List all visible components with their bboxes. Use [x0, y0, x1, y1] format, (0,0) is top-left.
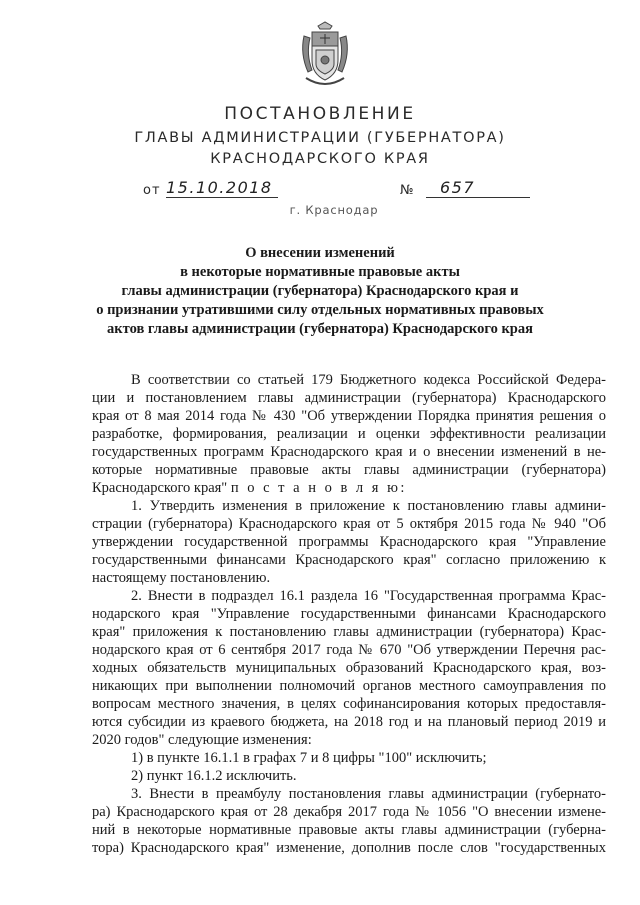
body-line: 1. Утвердить изменения в приложение к постановлению главы админи-: [131, 498, 606, 514]
number-label: №: [400, 183, 414, 198]
title-line: о признании утратившими силу отдельных нормативных правовых: [96, 302, 544, 318]
body-line: края" приложения к постановлению главы администрации (губернатора) Крас-: [92, 624, 606, 640]
body-line: утверждении государственной программы Краснодарского края "Управление: [92, 534, 606, 550]
body-line: 1) в пункте 16.1.1 в графах 7 и 8 цифры "100" исключить;: [131, 750, 487, 766]
body-line: ходных обязательств муниципальных образований Краснодарского края, воз-: [92, 660, 606, 676]
body-line: настоящему постановлению.: [92, 570, 271, 586]
issuer-heading: ГЛАВЫ АДМИНИСТРАЦИИ (ГУБЕРНАТОРА): [134, 130, 506, 146]
body-line: государственных программ Краснодарского края и о внесении изменений в не-: [92, 444, 606, 460]
region-heading: КРАСНОДАРСКОГО КРАЯ: [210, 151, 430, 167]
body-line: страции (губернатора) Краснодарского края от 5 октября 2015 года № 940 "Об: [92, 516, 606, 532]
body-line: 2) пункт 16.1.2 исключить.: [131, 768, 297, 784]
body-line: нодарского края от 6 сентября 2017 года № 670 "Об утверждении Перечня рас-: [92, 642, 606, 658]
body-line: тора) Краснодарского края" изменение, дополнив после слов "государственных: [92, 840, 606, 856]
body-line: ра) Краснодарского края от 28 декабря 2017 года № 1056 "О внесении измене-: [92, 804, 606, 820]
title-line: главы администрации (губернатора) Краснодарского края и: [121, 283, 519, 299]
body-line: 3. Внести в преамбулу постановления главы администрации (губернато-: [131, 786, 606, 802]
body-line: которые нормативные правовые акты главы администрации (губернатора): [92, 462, 606, 478]
body-line: ются субсидии из краевого бюджета, на 2018 год и на плановый период 2019 и: [92, 714, 606, 730]
coat-of-arms-icon: [298, 20, 352, 90]
preamble-end: Краснодарского края": [92, 480, 228, 496]
city-label: г. Краснодар: [289, 203, 379, 217]
body-line: [92, 479, 606, 497]
document-number: 657: [426, 178, 530, 198]
body-line: 2020 годов" следующие изменения:: [92, 732, 312, 748]
body-line: В соответствии со статьей 179 Бюджетного кодекса Российской Федера-: [131, 372, 606, 388]
title-line: в некоторые нормативные правовые акты: [180, 264, 460, 280]
document-date: 15.10.2018: [166, 178, 278, 198]
title-line: О внесении изменений: [245, 245, 395, 261]
date-prefix-label: от: [143, 183, 161, 198]
body-line: нодарского края "Управление государственными финансами Краснодарского: [92, 606, 606, 622]
body-line: края от 8 мая 2014 года № 430 "Об утверждении Порядка принятия решения о: [92, 408, 606, 424]
decree-word: п о с т а н о в л я ю:: [230, 480, 407, 496]
document-type-heading: ПОСТАНОВЛЕНИЕ: [224, 104, 416, 124]
body-line: ции и постановлением главы администрации (губернатора) Краснодарского: [92, 390, 606, 406]
title-line: актов главы администрации (губернатора) Краснодарского края: [107, 321, 533, 337]
body-line: разработке, формирования, реализации и оценки эффективности реализации: [92, 426, 606, 442]
body-line: государственными финансами Краснодарского края" согласно приложению к: [92, 552, 606, 568]
body-line: никающих при выполнении полномочий органов местного самоуправления по: [92, 678, 606, 694]
body-line: ний в некоторые нормативные правовые акты главы администрации (губерна-: [92, 822, 606, 838]
body-line: 2. Внести в подраздел 16.1 раздела 16 "Государственная программа Крас-: [131, 588, 606, 604]
body-line: вопросам местного значения, в целях софинансирования которых предоставля-: [92, 696, 606, 712]
